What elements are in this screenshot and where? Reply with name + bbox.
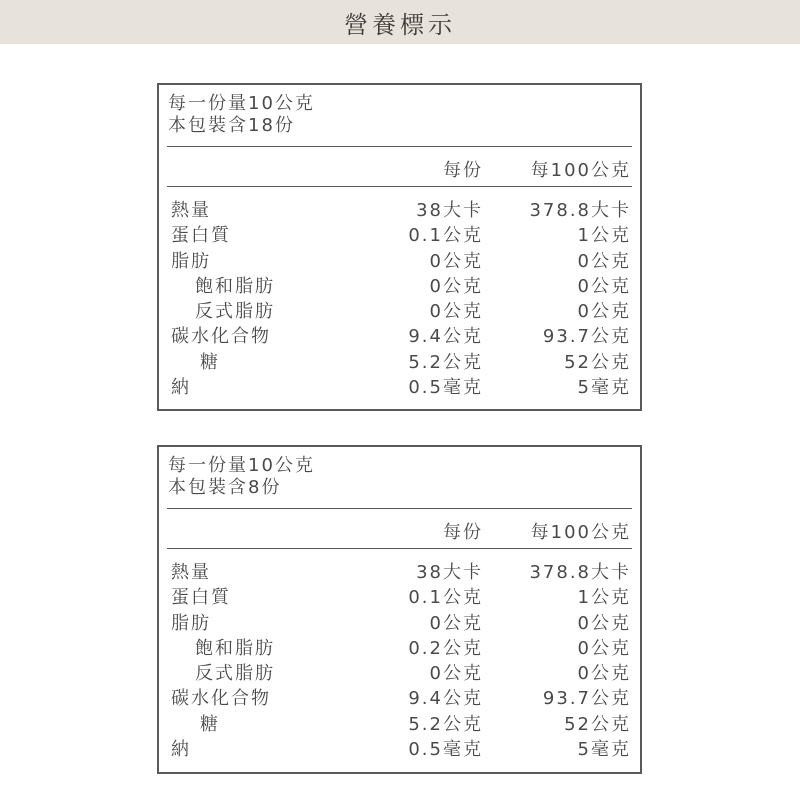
per-serving-value: 5.2公克 (408, 351, 483, 373)
nutrient-name: 反式脂肪 (195, 663, 275, 685)
per-100g-value: 0公克 (577, 301, 631, 323)
per-serving-value: 0.5毫克 (408, 377, 483, 399)
nutrient-rows (159, 560, 640, 762)
servings-per-pack: 本包裝含8份 (168, 477, 282, 498)
per-serving-value: 0公克 (429, 250, 483, 272)
column-header-per-100g: 每100公克 (530, 160, 631, 181)
per-serving-value: 0公克 (429, 275, 483, 297)
nutrient-name: 飽和脂肪 (195, 637, 275, 659)
nutrient-name: 蛋白質 (171, 587, 231, 609)
per-100g-value: 93.7公克 (542, 326, 631, 348)
per-100g-value: 5毫克 (577, 739, 631, 761)
per-serving-value: 9.4公克 (408, 688, 483, 710)
per-serving-value: 0公克 (429, 301, 483, 323)
table-row (159, 375, 640, 400)
nutrient-rows (159, 198, 640, 400)
nutrition-panel-1 (157, 83, 642, 411)
serving-info (168, 455, 315, 499)
per-100g-value: 52公克 (564, 351, 631, 373)
page-title: 營養標示 (344, 10, 456, 39)
per-100g-value: 52公克 (564, 713, 631, 735)
per-serving-value: 0.5毫克 (408, 739, 483, 761)
per-serving-value: 38大卡 (416, 562, 483, 583)
table-row (159, 198, 640, 223)
per-100g-value: 1公克 (577, 587, 631, 609)
per-serving-value: 9.4公克 (408, 326, 483, 348)
serving-info (168, 93, 315, 137)
servings-per-pack: 本包裝含18份 (168, 115, 295, 136)
nutrient-name: 糖 (200, 713, 220, 735)
divider (167, 508, 632, 509)
per-serving-value: 0公克 (429, 663, 483, 685)
table-row (159, 636, 640, 661)
per-100g-value: 0公克 (577, 612, 631, 634)
divider (167, 186, 632, 187)
per-100g-value: 0公克 (577, 637, 631, 659)
per-serving-value: 0公克 (429, 612, 483, 634)
table-row (159, 324, 640, 349)
table-row (159, 274, 640, 299)
divider (167, 548, 632, 549)
per-serving-value: 0.2公克 (408, 637, 483, 659)
nutrient-name: 碳水化合物 (171, 688, 271, 710)
per-serving-value: 0.1公克 (408, 225, 483, 247)
table-row (159, 712, 640, 737)
nutrient-name: 脂肪 (171, 612, 211, 634)
nutrient-name: 蛋白質 (171, 225, 231, 247)
column-header-per-serving: 每份 (443, 522, 483, 543)
per-serving-value: 5.2公克 (408, 713, 483, 735)
per-100g-value: 0公克 (577, 250, 631, 272)
per-serving-value: 0.1公克 (408, 587, 483, 609)
serving-size: 每一份量10公克 (168, 93, 315, 114)
per-100g-value: 378.8大卡 (529, 562, 631, 583)
nutrient-name: 熱量 (171, 562, 211, 583)
table-row (159, 350, 640, 375)
nutrient-name: 熱量 (171, 200, 211, 221)
table-row (159, 249, 640, 274)
per-100g-value: 0公克 (577, 663, 631, 685)
nutrient-name: 納 (171, 377, 191, 399)
per-100g-value: 1公克 (577, 225, 631, 247)
nutrient-name: 反式脂肪 (195, 301, 275, 323)
table-row (159, 560, 640, 585)
table-row (159, 585, 640, 610)
nutrient-name: 飽和脂肪 (195, 275, 275, 297)
nutrient-name: 碳水化合物 (171, 326, 271, 348)
table-row (159, 686, 640, 711)
per-100g-value: 0公克 (577, 275, 631, 297)
nutrient-name: 脂肪 (171, 250, 211, 272)
table-row (159, 737, 640, 762)
nutrient-name: 糖 (200, 351, 220, 373)
per-serving-value: 38大卡 (416, 200, 483, 221)
table-row (159, 611, 640, 636)
table-row (159, 223, 640, 248)
nutrition-panel-2 (157, 445, 642, 774)
table-row (159, 661, 640, 686)
serving-size: 每一份量10公克 (168, 455, 315, 476)
header-bar (0, 0, 800, 44)
column-header-per-serving: 每份 (443, 160, 483, 181)
table-row (159, 299, 640, 324)
per-100g-value: 93.7公克 (542, 688, 631, 710)
per-100g-value: 378.8大卡 (529, 200, 631, 221)
divider (167, 146, 632, 147)
column-header-per-100g: 每100公克 (530, 522, 631, 543)
per-100g-value: 5毫克 (577, 377, 631, 399)
nutrient-name: 納 (171, 739, 191, 761)
